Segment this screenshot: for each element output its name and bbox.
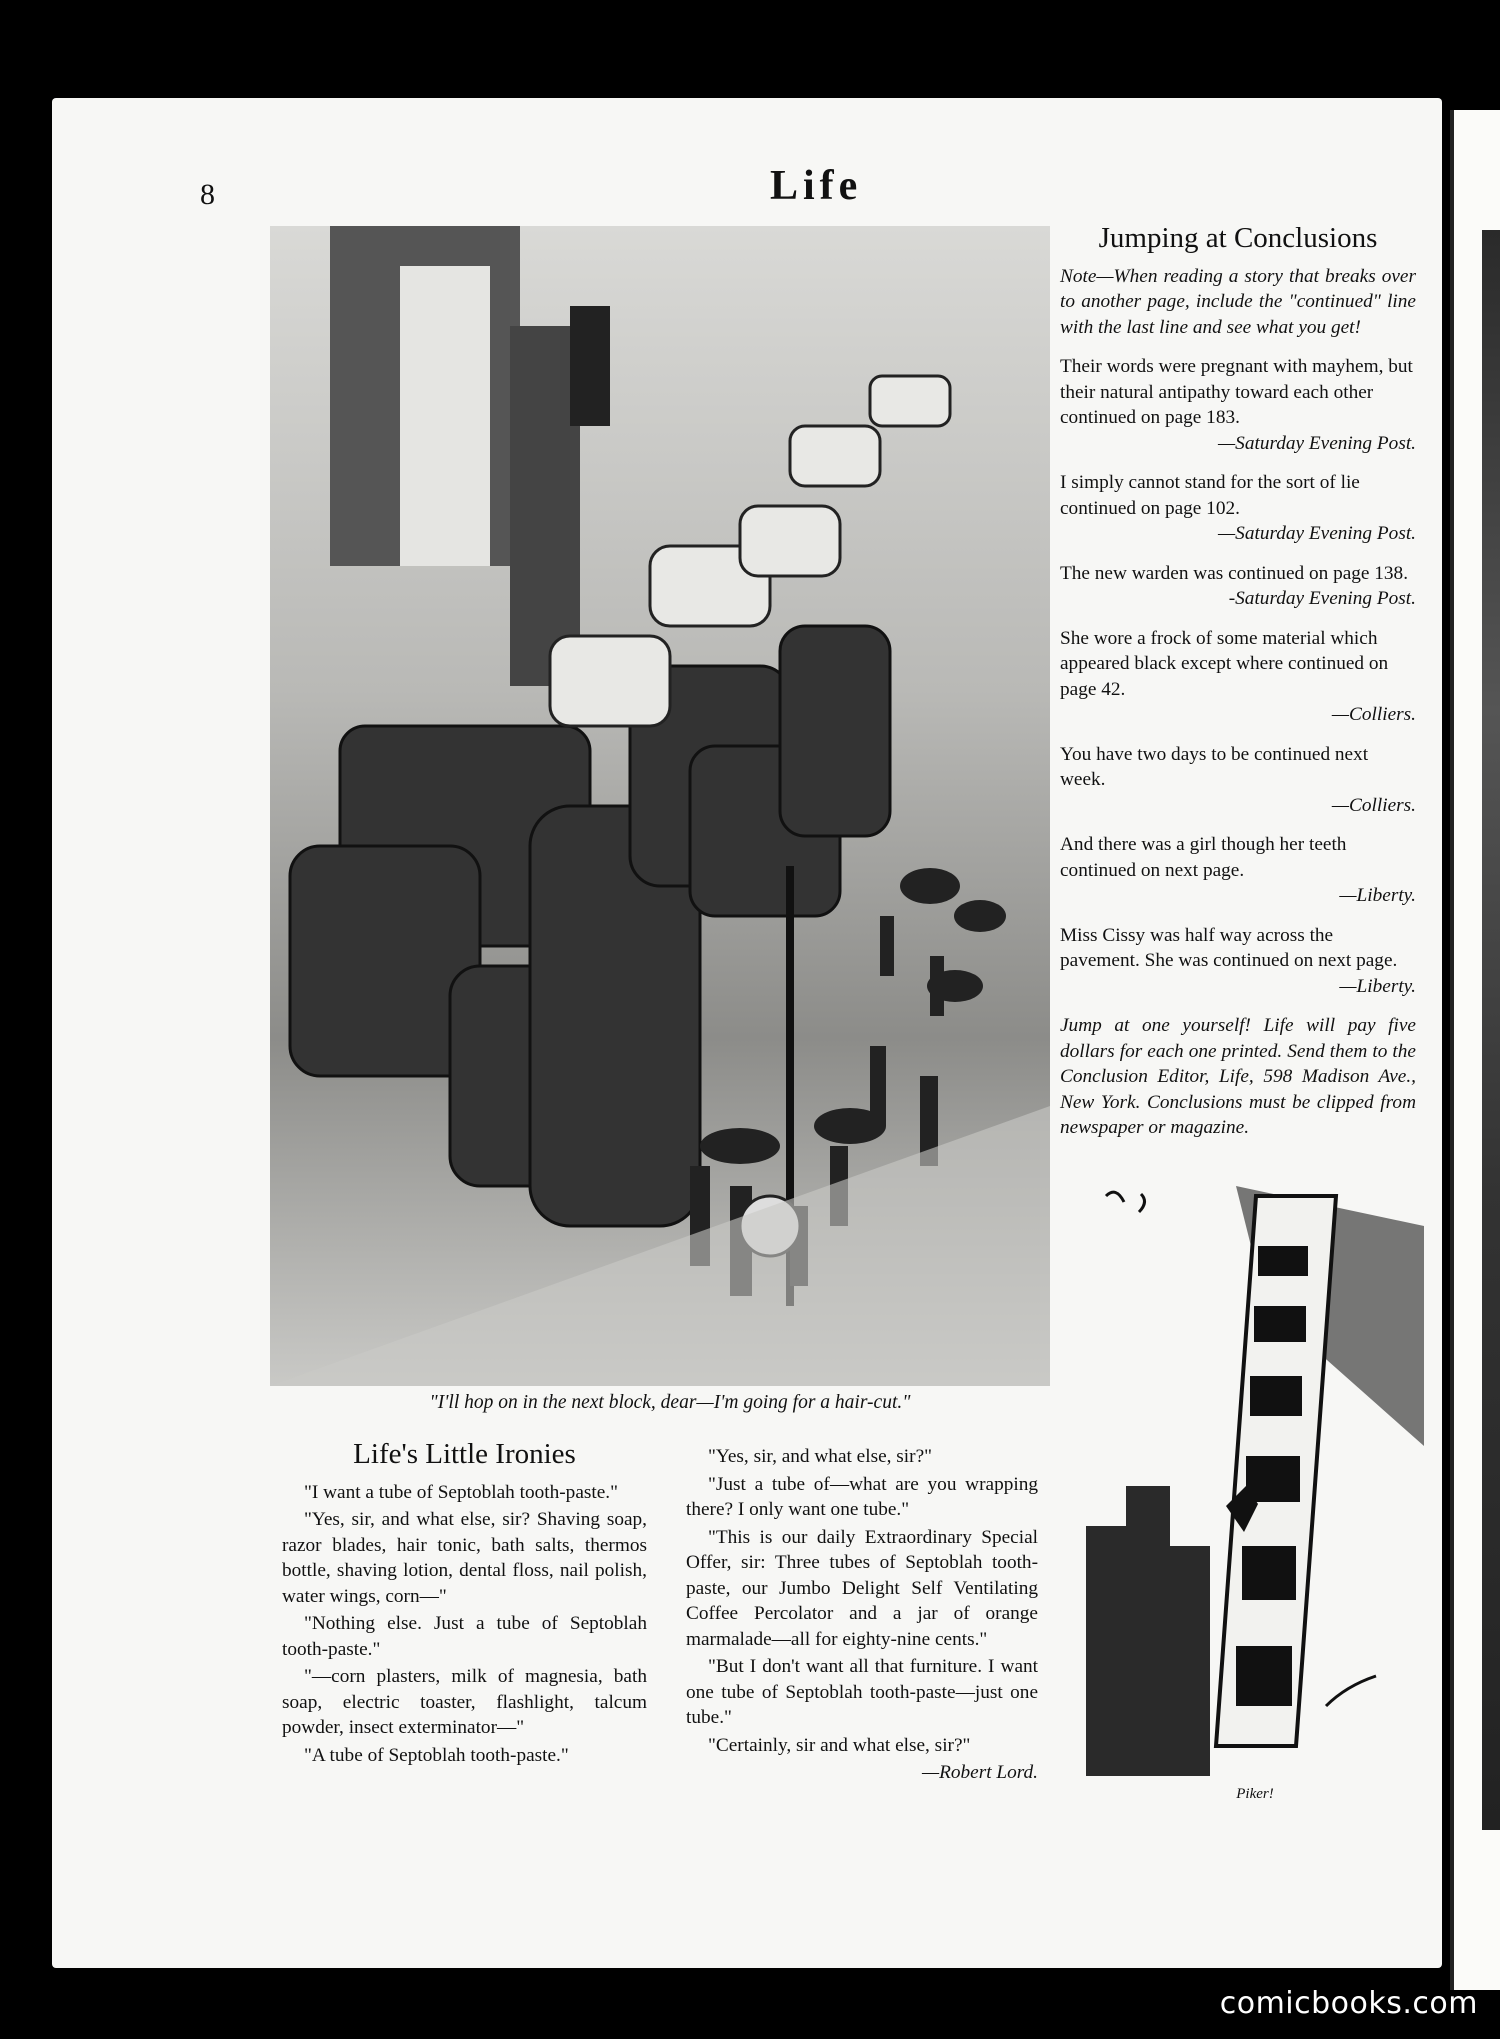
jumping-title: Jumping at Conclusions (1098, 222, 1378, 254)
ironies-paragraph: "Certainly, sir and what else, sir?" (708, 1734, 971, 1756)
cartoon-caption: Piker! (1236, 1786, 1274, 1802)
ironies-column-2 (686, 1444, 1038, 1788)
jump-entry: You have two days to be continued next week. —Colliers. (1060, 743, 1416, 816)
jump-entry: And there was a girl though her teeth continued on next page. —Liberty. (1060, 834, 1416, 906)
ironies-paragraph: "Just a tube of—what are you wrapping there? I only want one tube." (686, 1473, 1038, 1520)
ironies-title: Life's Little Ironies (353, 1438, 576, 1470)
jumping-at-conclusions-column (1060, 222, 1416, 1151)
ironies-paragraph: "Nothing else. Just a tube of Septoblah tooth-paste." (282, 1613, 647, 1660)
ironies-paragraph: "Yes, sir, and what else, sir? Shaving soap, razor blades, hair tonic, bath salts, thermos bottle, shaving lotion, dental floss, nail polish, water wings, corn—" (282, 1509, 647, 1607)
jump-entry: Their words were pregnant with mayhem, but their natural antipathy toward each other continued on page 183. —Saturday Evening Post. (1060, 356, 1416, 454)
ironies-paragraph: "I want a tube of Septoblah tooth-paste." (304, 1481, 618, 1503)
masthead-logo: Life (770, 163, 863, 209)
ironies-paragraph: "But I don't want all that furniture. I want one tube of Septoblah tooth-paste—just one tube." (686, 1656, 1038, 1728)
street-traffic-illustration (270, 226, 1050, 1386)
ironies-paragraph: "A tube of Septoblah tooth-paste." (304, 1744, 569, 1766)
illustration-caption: "I'll hop on in the next block, dear—I'm going for a hair-cut." (429, 1392, 911, 1413)
jumping-offer: Jump at one yourself! Life will pay five dollars for each one printed. Send them to the Conclusion Editor, Life, 598 Madison Ave., New York. Conclusions must be clipped from newspaper or magazine. (1060, 1015, 1416, 1138)
ironies-paragraph: "—corn plasters, milk of magnesia, bath soap, electric toaster, flashlight, talcum powder, insect exterminator—" (282, 1666, 647, 1738)
jump-entry: She wore a frock of some material which appeared black except where continued on page 42. —Colliers. (1060, 627, 1416, 725)
page-number: 8 (200, 178, 215, 211)
watermark: comicbooks.com (1219, 1986, 1478, 2021)
jumping-note: Note—When reading a story that breaks over to another page, include the "continued" line with the last line and see what you get! (1060, 265, 1416, 338)
ironies-paragraph: "Yes, sir, and what else, sir?" (708, 1446, 933, 1467)
ironies-paragraph: "This is our daily Extraordinary Special Offer, sir: Three tubes of Septoblah tooth-paste, our Jumbo Delight Self Ventilating Coffee Percolator and a jar of orange marmalade—all for eighty-nine cents." (686, 1526, 1038, 1650)
adjacent-page-edge (1450, 110, 1500, 1990)
jump-entry: The new warden was continued on page 138. -Saturday Evening Post. (1060, 562, 1416, 609)
ironies-signature: —Robert Lord. (921, 1762, 1038, 1783)
jump-entry: I simply cannot stand for the sort of lie continued on page 102. —Saturday Evening Post. (1060, 472, 1416, 544)
skyscraper-cartoon (1086, 1186, 1424, 1776)
ironies-column-1 (282, 1438, 647, 1770)
jump-entry: Miss Cissy was half way across the pavement. She was continued on next page. —Liberty. (1060, 924, 1416, 997)
